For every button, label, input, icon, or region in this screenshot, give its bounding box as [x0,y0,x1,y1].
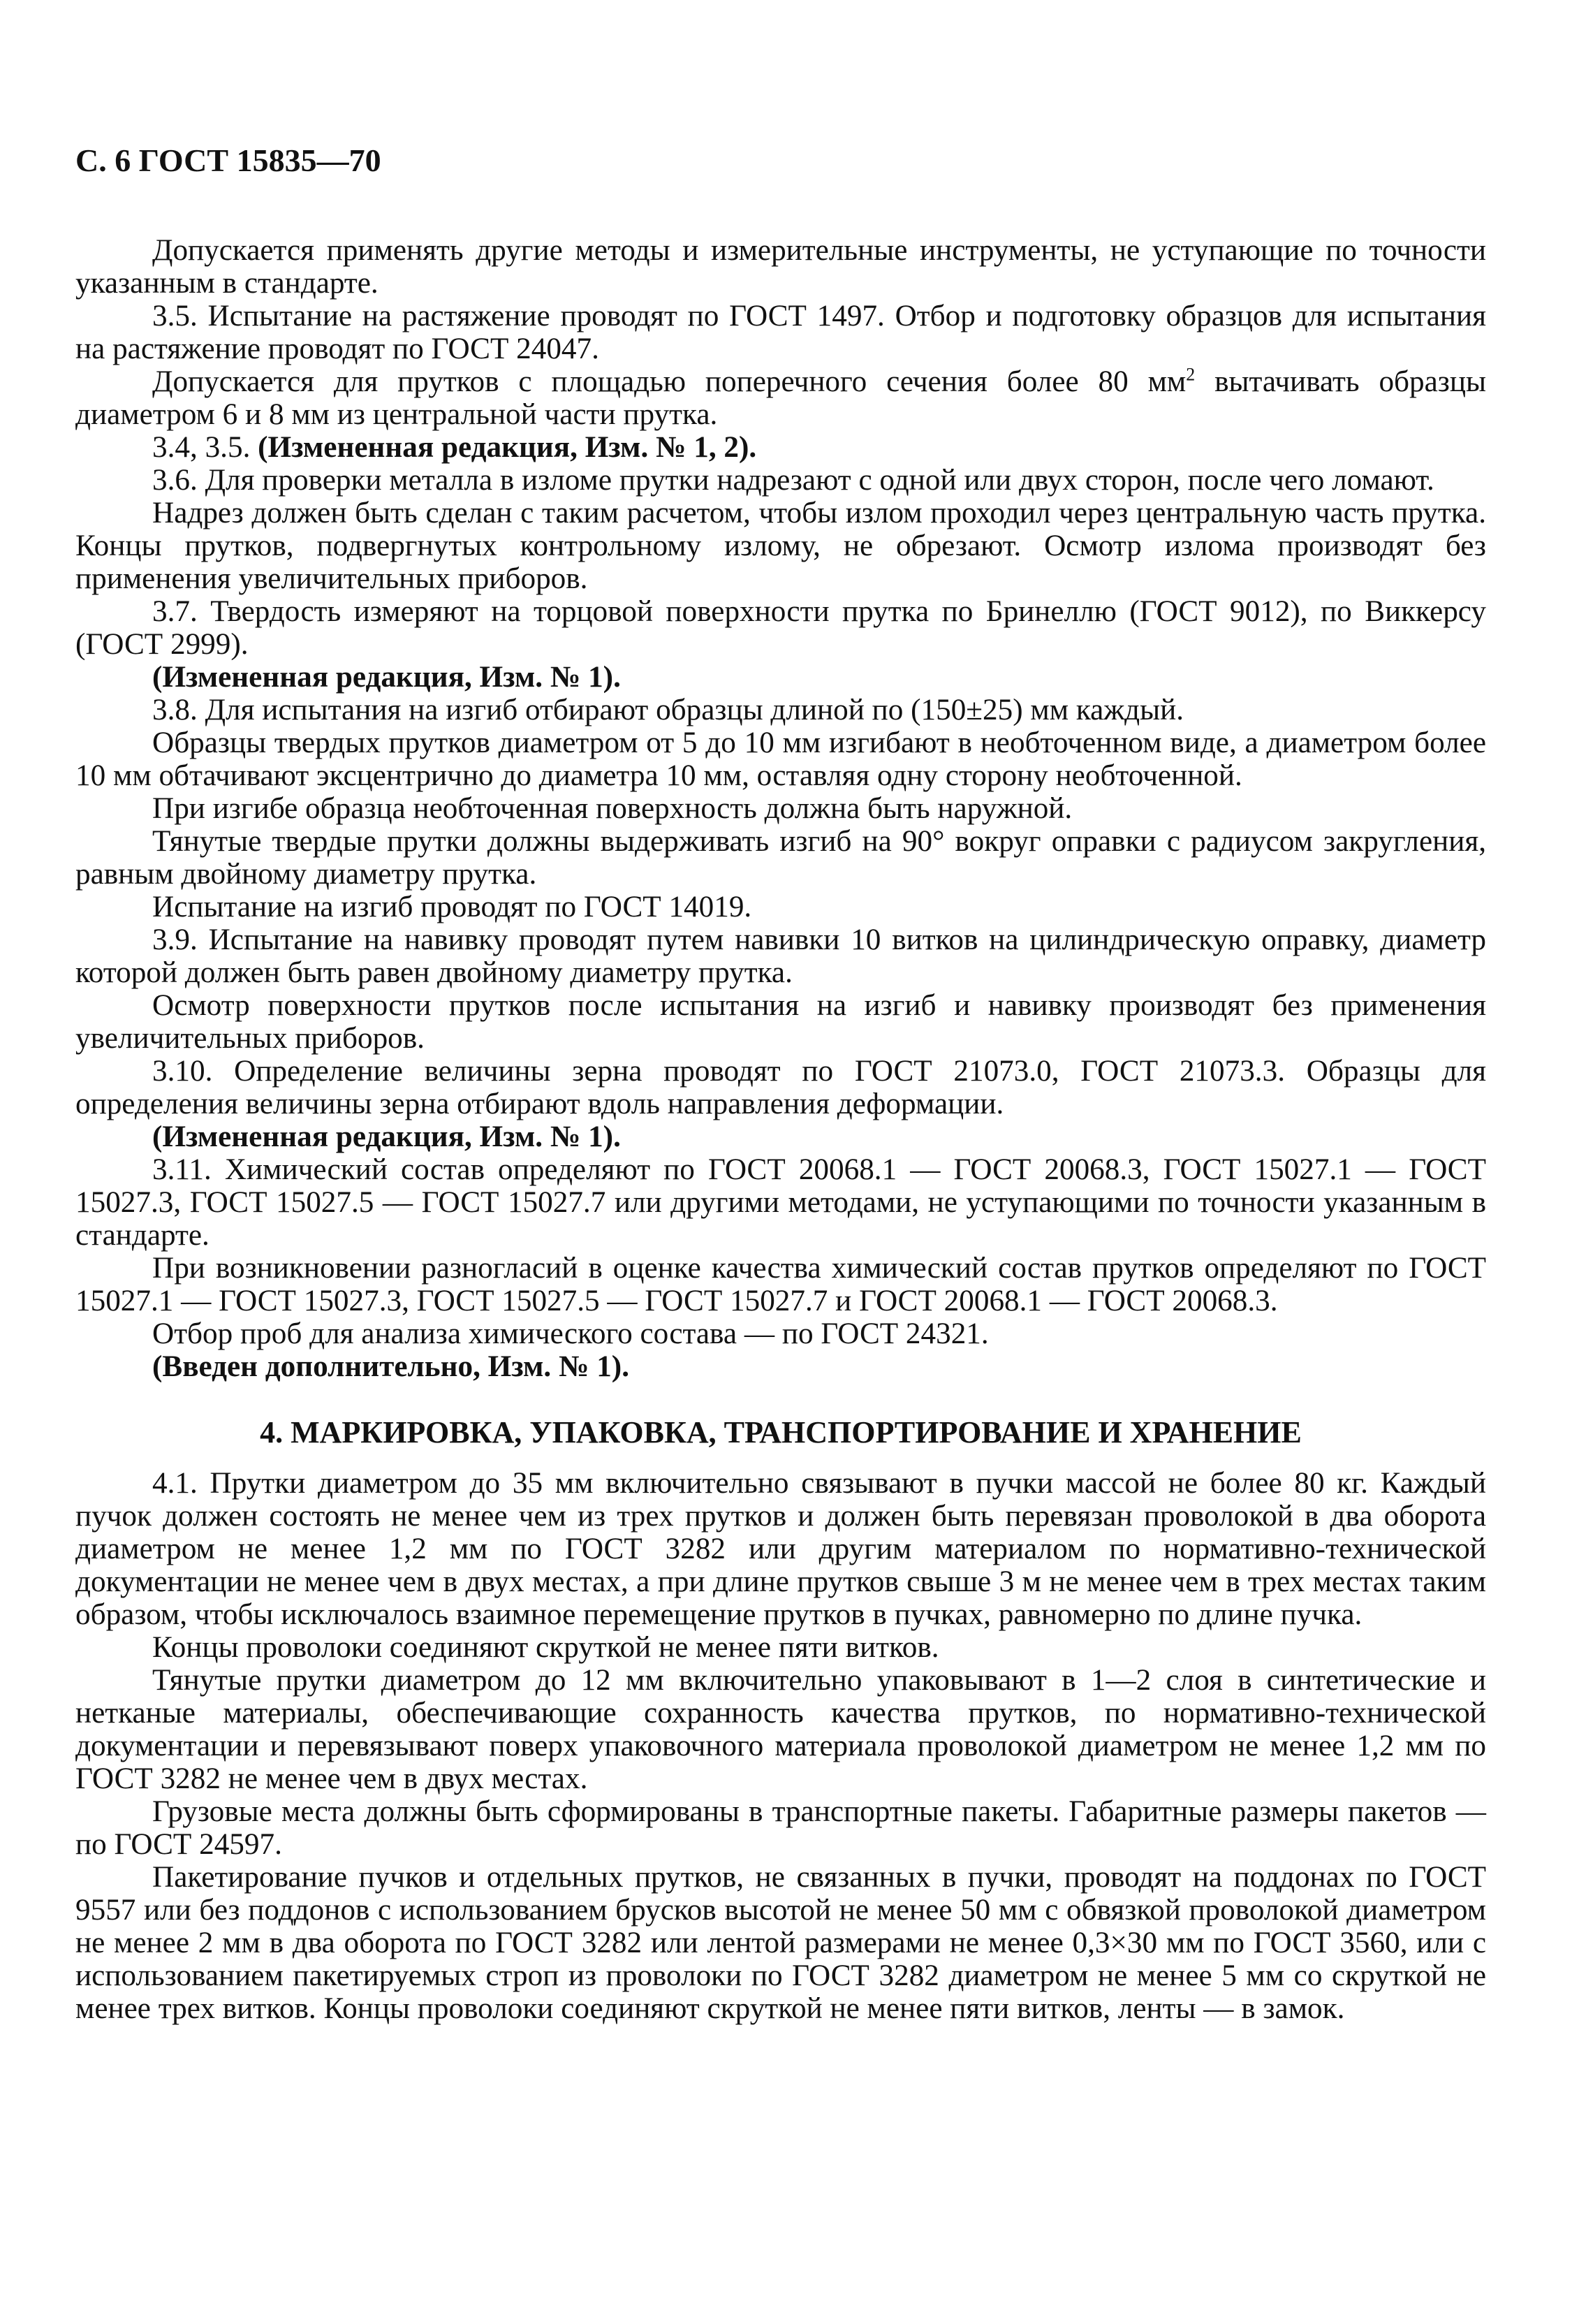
paragraph: Пакетирование пучков и отдельных прутков, не связанных в пучки, проводят на поддонах по ГОСТ 9557 или без поддонов с использованием брусков высотой не менее 50 мм с обвязкой проволокой диаметром не менее 2 мм в два оборота по ГОСТ 3282 или лентой размерами не менее 0,3×30 мм по ГОСТ 3560, или с использованием пакетируемых строп из проволоки по ГОСТ 3282 диаметром не менее 5 мм со скруткой не менее трех витков. Концы проволоки соединяют скруткой не менее пяти витков, ленты — в замок. [75,1861,1486,2025]
paragraph: Испытание на изгиб проводят по ГОСТ 14019. [152,891,752,923]
paragraph: 3.9. Испытание на навивку проводят путем навивки 10 витков на цилиндрическую оправку, диаметр которой должен быть равен двойному диаметру прутка. [75,923,1486,989]
paragraph: Надрез должен быть сделан с таким расчетом, чтобы излом проходил через центральную часть прутка. Концы прутков, подвергнутых контрольному излому, не обрезают. Осмотр излома производят без применения увеличительных приборов. [75,497,1486,595]
paragraph [75,431,1486,464]
paragraph-text: 3.4, 3.5. [152,431,258,464]
paragraph: 3.11. Химический состав определяют по ГОСТ 20068.1 — ГОСТ 20068.3, ГОСТ 15027.1 — ГОСТ 15027.3, ГОСТ 15027.5 — ГОСТ 15027.7 или другими методами, не уступающими по точности указанным в стандарте. [75,1153,1486,1252]
paragraph: При изгибе образца необточенная поверхность должна быть наружной. [152,792,1073,825]
section-title: 4. МАРКИРОВКА, УПАКОВКА, ТРАНСПОРТИРОВАНИЕ И ХРАНЕНИЕ [260,1415,1302,1449]
paragraph: Образцы твердых прутков диаметром от 5 до 10 мм изгибают в необточенном виде, а диаметром более 10 мм обтачивают эксцентрично до диаметра 10 мм, оставляя одну сторону необточенной. [75,726,1486,792]
page-header: С. 6 ГОСТ 15835—70 [75,142,381,178]
superscript: 2 [1186,364,1196,385]
amendment-note: (Измененная редакция, Изм. № 1). [152,661,621,694]
amendment-note: (Измененная редакция, Изм. № 1). [152,1120,621,1153]
amendment-note: (Введен дополнительно, Изм. № 1). [152,1350,629,1383]
paragraph-text: вытачивать образцы диаметром 6 и 8 мм из центральной части прутка. [75,365,1486,431]
amendment-note: (Измененная редакция, Изм. № 1, 2). [258,431,757,464]
paragraph [75,365,1486,431]
paragraph: 3.8. Для испытания на изгиб отбирают образцы длиной по (150±25) мм каждый. [152,694,1184,726]
paragraph: Концы проволоки соединяют скруткой не менее пяти витков. [152,1631,939,1664]
paragraph: 4.1. Прутки диаметром до 35 мм включительно связывают в пучки массой не более 80 кг. Каждый пучок должен состоять не менее чем из трех прутков и должен быть перевязан проволокой в два оборота диаметром не менее 1,2 мм по ГОСТ 3282 или другим материалом по нормативно-технической документации не менее чем в двух местах, а при длине прутков свыше 3 м не менее чем в трех местах таким образом, чтобы исключалось взаимное перемещение прутков в пучках, равномерно по длине пучка. [75,1467,1486,1631]
paragraph: Тянутые прутки диаметром до 12 мм включительно упаковывают в 1—2 слоя в синтетические и нетканые материалы, обеспечивающие сохранность качества прутков, по нормативно-технической документации и перевязывают поверх упаковочного материала проволокой диаметром не менее 1,2 мм по ГОСТ 3282 не менее чем в двух местах. [75,1664,1486,1795]
paragraph: Грузовые места должны быть сформированы в транспортные пакеты. Габаритные размеры пакетов — по ГОСТ 24597. [75,1795,1486,1861]
paragraph: Тянутые твердые прутки должны выдерживать изгиб на 90° вокруг оправки с радиусом закругления, равным двойному диаметру прутка. [75,825,1486,891]
paragraph: Осмотр поверхности прутков после испытания на изгиб и навивку производят без применения увеличительных приборов. [75,989,1486,1055]
paragraph: 3.6. Для проверки металла в изломе прутки надрезают с одной или двух сторон, после чего ломают. [152,464,1434,497]
paragraph: Допускается применять другие методы и измерительные инструменты, не уступающие по точности указанным в стандарте. [75,234,1486,300]
paragraph: 3.10. Определение величины зерна проводят по ГОСТ 21073.0, ГОСТ 21073.3. Образцы для определения величины зерна отбирают вдоль направления деформации. [75,1055,1486,1120]
paragraph: 3.7. Твердость измеряют на торцовой поверхности прутка по Бринеллю (ГОСТ 9012), по Виккерсу (ГОСТ 2999). [75,595,1486,661]
paragraph: 3.5. Испытание на растяжение проводят по ГОСТ 1497. Отбор и подготовку образцов для испытания на растяжение проводят по ГОСТ 24047. [75,300,1486,365]
paragraph-text: Допускается для прутков с площадью поперечного сечения более 80 мм [152,365,1187,398]
paragraph: При возникновении разногласий в оценке качества химический состав прутков определяют по ГОСТ 15027.1 — ГОСТ 15027.3, ГОСТ 15027.5 — ГОСТ 15027.7 и ГОСТ 20068.1 — ГОСТ 20068.3. [75,1252,1486,1317]
paragraph: Отбор проб для анализа химического состава — по ГОСТ 24321. [152,1317,989,1350]
document-page [75,143,1486,2025]
